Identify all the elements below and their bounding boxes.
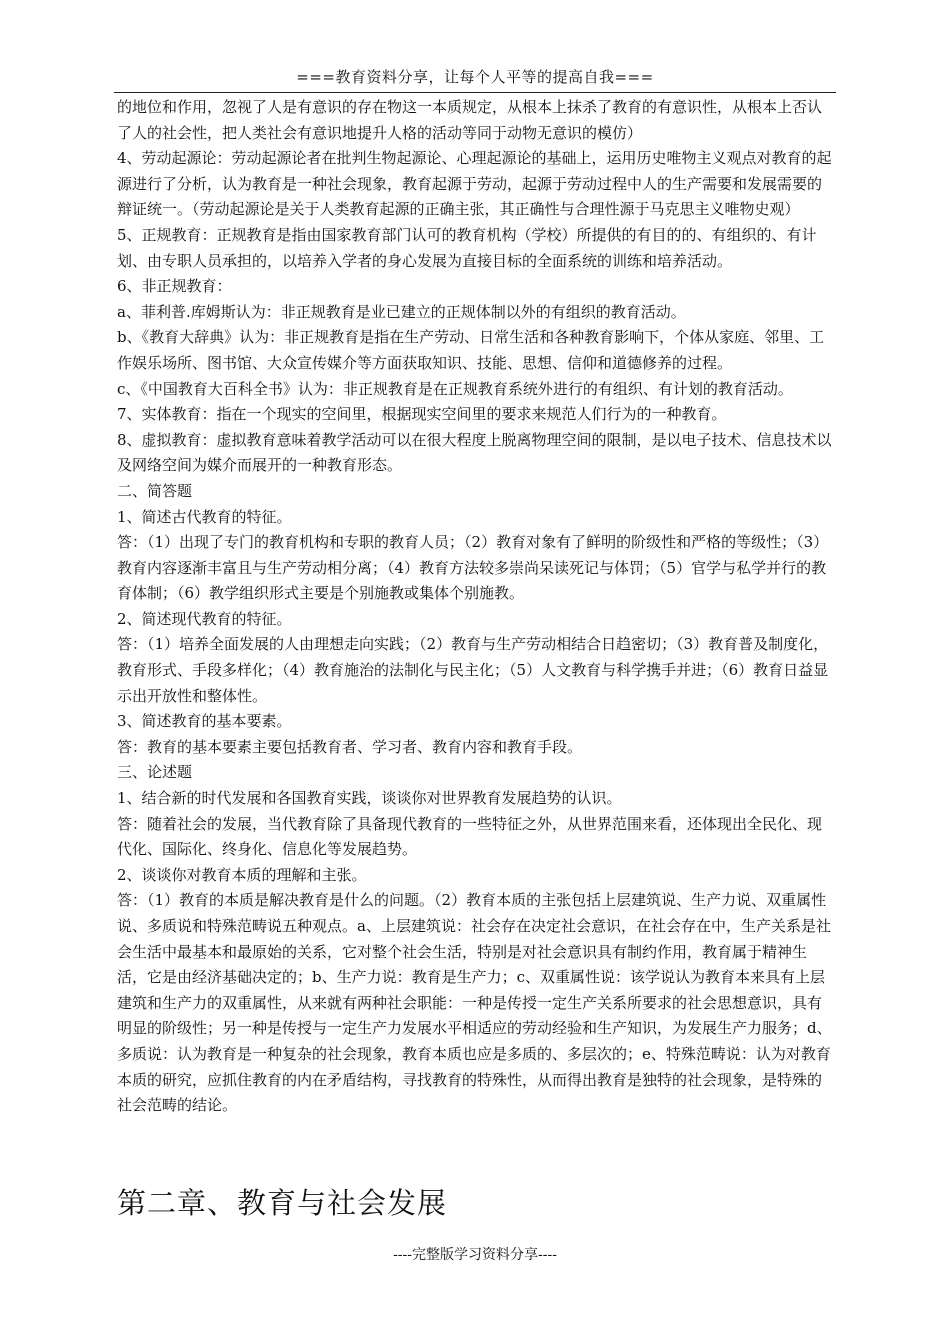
paragraph: 7、实体教育：指在一个现实的空间里，根据现实空间里的要求来规范人们行为的一种教育。 [117, 405, 727, 424]
chapter-title: 第二章、教育与社会发展 [117, 1186, 448, 1220]
answer: 答：随着社会的发展，当代教育除了具备现代教育的一些特征之外，从世界范围来看，还体现出全民化、现代化、国际化、终身化、信息化等发展趋势。 [117, 814, 823, 859]
paragraph: 5、正规教育：正规教育是指由国家教育部门认可的教育机构（学校）所提供的有目的的、有组织的、有计划、由专职人员承担的，以培养入学者的身心发展为直接目标的全面系统的训练和培养活动。 [117, 225, 817, 270]
paragraph: 8、虚拟教育：虚拟教育意味着教学活动可以在很大程度上脱离物理空间的限制，是以电子技术、信息技术以及网络空间为媒介而展开的一种教育形态。 [117, 430, 832, 475]
question: 1、简述古代教育的特征。 [117, 507, 292, 526]
paragraph: b、《教育大辞典》认为：非正规教育是指在生产劳动、日常生活和各种教育影响下，个体从家庭、邻里、工作娱乐场所、图书馆、大众宣传媒介等方面获取知识、技能、思想、信仰和道德修养的过程。 [117, 328, 825, 372]
question: 2、谈谈你对教育本质的理解和主张。 [117, 865, 367, 884]
paragraph: 的地位和作用，忽视了人是有意识的存在物这一本质规定，从根本上抹杀了教育的有意识性，从根本上否认了人的社会性，把人类社会有意识地提升人格的活动等同于动物无意识的模仿） [117, 98, 823, 142]
document-body [117, 95, 834, 1119]
question: 3、简述教育的基本要素。 [117, 712, 292, 731]
paragraph: 6、非正规教育： [117, 277, 232, 296]
answer: 答：（1）培养全面发展的人由理想走向实践；（2）教育与生产劳动相结合日趋密切；（3）教育普及制度化，教育形式、手段多样化；（4）教育施治的法制化与民主化；（5）人文教育与科学携手并进；（6）教育日益显示出开放性和整体性。 [117, 635, 829, 705]
question: 1、结合新的时代发展和各国教育实践，谈谈你对世界教育发展趋势的认识。 [117, 789, 622, 808]
paragraph: a、菲利普.库姆斯认为：非正规教育是业已建立的正规体制以外的有组织的教育活动。 [117, 302, 686, 321]
page-footer: ----完整版学习资料分享---- [393, 1247, 557, 1263]
question: 2、简述现代教育的特征。 [117, 609, 292, 628]
header-divider [114, 92, 836, 93]
answer: 答：教育的基本要素主要包括教育者、学习者、教育内容和教育手段。 [117, 737, 583, 756]
page-header: ===教育资料分享，让每个人平等的提高自我=== [296, 68, 654, 86]
answer: 答：（1）教育的本质是解决教育是什么的问题。（2）教育本质的主张包括上层建筑说、生产力说、双重属性说、多质说和特殊范畴说五种观点。a、上层建筑说：社会存在决定社会意识，在社会存在中，生产关系是社会生活中最基本和最原始的关系，它对整个社会生活，特别是对社会意识具有制约作用，教育属于精神生活，它是由经济基础决定的；b、生产力说：教育是生产力；c、双重属性说：该学说认为教育本来具有上层建筑和生产力的双重属性，从来就有两种社会职能：一种是传授一定生产关系所要求的社会思想意识，具有明显的阶级性；另一种是传授与一定生产力发展水平相适应的劳动经验和生产知识，为发展生产力服务；d、多质说：认为教育是一种复杂的社会现象，教育本质也应是多质的、多层次的；e、特殊范畴说：认为对教育本质的研究，应抓住教育的内在矛盾结构，寻找教育的特殊性，从而得出教育是独特的社会现象，是特殊的社会范畴的结论。 [117, 891, 832, 1115]
paragraph: 4、劳动起源论：劳动起源论者在批判生物起源论、心理起源论的基础上，运用历史唯物主义观点对教育的起源进行了分析，认为教育是一种社会现象，教育起源于劳动，起源于劳动过程中人的生产需要和发展需要的辩证统一。（劳动起源论是关于人类教育起源的正确主张，其正确性与合理性源于马克思主义唯物史观） [117, 149, 832, 219]
section-heading: 二、简答题 [117, 481, 193, 500]
answer: 答：（1）出现了专门的教育机构和专职的教育人员；（2）教育对象有了鲜明的阶级性和严格的等级性；（3）教育内容逐渐丰富且与生产劳动相分离；（4）教育方法较多崇尚呆读死记与体罚；（5）官学与私学并行的教育体制；（6）教学组织形式主要是个别施教或集体个别施教。 [117, 533, 829, 603]
section-heading: 三、论述题 [117, 763, 193, 782]
paragraph: c、《中国教育大百科全书》认为：非正规教育是在正规教育系统外进行的有组织、有计划的教育活动。 [117, 379, 793, 398]
